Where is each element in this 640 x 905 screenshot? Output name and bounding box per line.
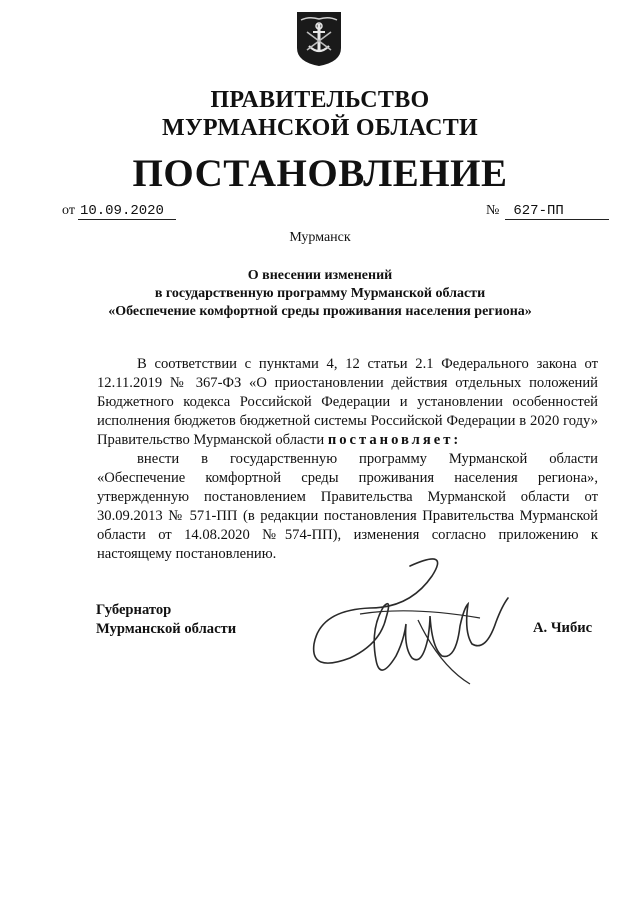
number-value: 627-ПП bbox=[505, 203, 609, 220]
document-body bbox=[97, 355, 598, 564]
date-value: 10.09.2020 bbox=[78, 203, 176, 220]
city-name: Мурманск bbox=[289, 230, 351, 245]
document-type-heading: ПОСТАНОВЛЕНИЕ bbox=[132, 152, 508, 195]
document-subject bbox=[0, 267, 640, 321]
subject-line2: в государственную программу Мурманской области bbox=[154, 286, 486, 301]
number-prefix: № bbox=[486, 203, 500, 218]
body-paragraph-1-text: В соответствии с пунктами 4, 12 статьи 2.1 Федерального закона от 12.11.2019 № 367-ФЗ «О приостановлении действия отдельных положений Бюджетного кодекса Российской Федерации и установлении особенностей исполнения бюджетов бюджетной системы Российской Федерации в 2020 году» Правительство Мурманской области bbox=[97, 356, 598, 448]
subject-line3: «Обеспечение комфортной среды проживания населения региона» bbox=[108, 304, 532, 319]
government-title-line2: МУРМАНСКОЙ ОБЛАСТИ bbox=[162, 115, 478, 141]
body-paragraph-2: внести в государственную программу Мурманской области «Обеспечение комфортной среды проживания населения региона», утвержденную постановлением Правительства Мурманской области от 30.09.2013 № 571-ПП (в редакции постановления Правительства Мурманской области от 14.08.2020 №574-ПП), изменения согласно приложению к настоящему постановлению. bbox=[97, 451, 598, 562]
body-paragraph-1 bbox=[97, 355, 598, 450]
government-title bbox=[0, 86, 640, 142]
murmansk-coat-of-arms-icon bbox=[295, 10, 343, 68]
resolution-keyword: постановляет: bbox=[327, 432, 462, 448]
document-number bbox=[486, 203, 609, 220]
document-date bbox=[62, 203, 176, 220]
government-title-line1: ПРАВИТЕЛЬСТВО bbox=[210, 87, 430, 113]
signer-name: А. Чибис bbox=[533, 620, 593, 636]
date-prefix: от bbox=[62, 203, 75, 218]
signer-position-line2: Мурманской области bbox=[96, 621, 237, 637]
subject-line1: О внесении изменений bbox=[247, 268, 393, 283]
signer-position-line1: Губернатор bbox=[96, 602, 172, 618]
signer-position bbox=[96, 601, 236, 639]
handwritten-signature-icon bbox=[300, 548, 530, 688]
